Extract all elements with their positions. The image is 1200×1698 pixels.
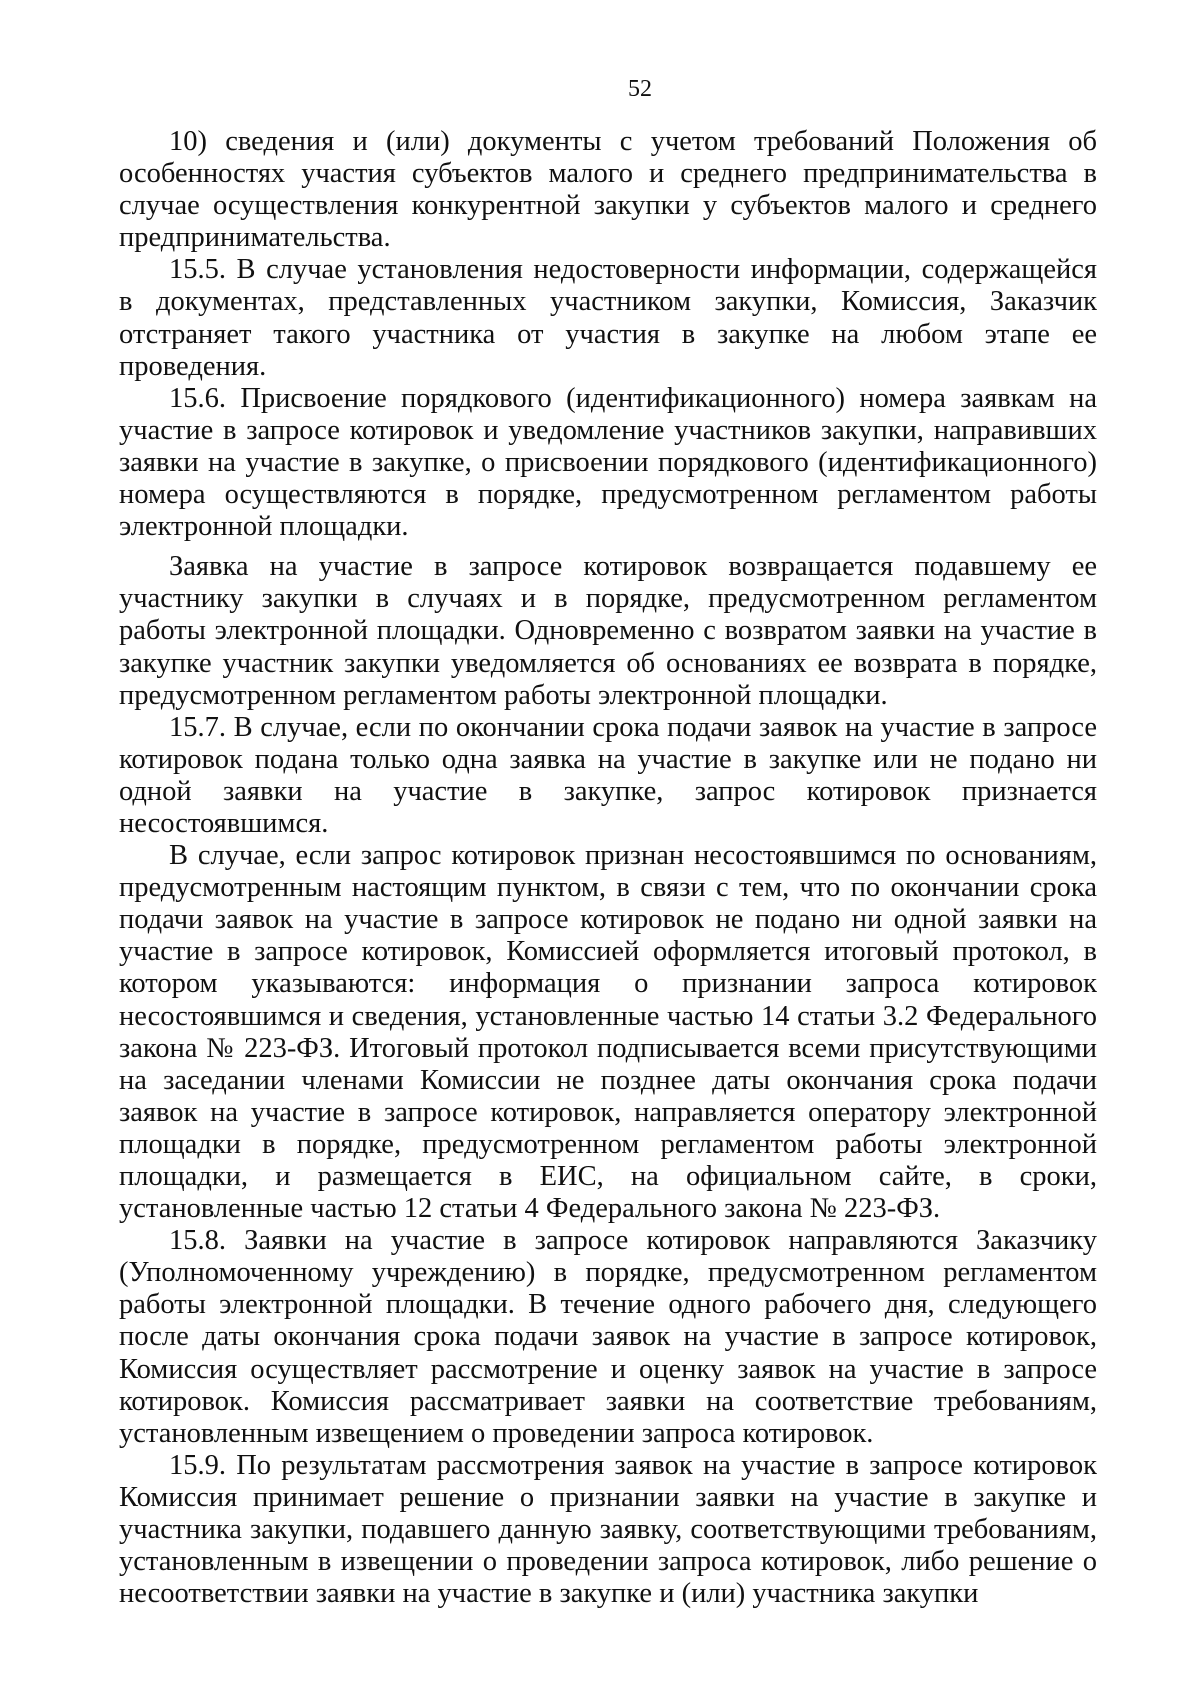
page-number: 52 xyxy=(628,76,652,102)
paragraph-item-10: 10) сведения и (или) документы с учетом требований Положения об особенностях участия субъектов малого и среднего предпринимательства в случае осуществления конкурентной закупки у субъектов малого и среднего предпринимательства. xyxy=(119,126,1097,254)
paragraph-15-8: 15.8. Заявки на участие в запросе котировок направляются Заказчику (Уполномоченному учреждению) в порядке, предусмотренном регламентом работы электронной площадки. В течение одного рабочего дня, следующего после даты окончания срока подачи заявок на участие в запросе котировок, Комиссия осуществляет рассмотрение и оценку заявок на участие в запросе котировок. Комиссия рассматривает заявки на соответствие требованиям, установленным извещением о проведении запроса котировок. xyxy=(119,1225,1097,1449)
paragraph-return-of-application: Заявка на участие в запросе котировок возвращается подавшему ее участнику закупки в случаях и в порядке, предусмотренном регламентом работы электронной площадки. Одновременно с возвратом заявки на участие в закупке участник закупки уведомляется об основаниях ее возврата в порядке, предусмотренном регламентом работы электронной площадки. xyxy=(119,551,1097,711)
paragraph-15-7: 15.7. В случае, если по окончании срока подачи заявок на участие в запросе котировок подана только одна заявка на участие в закупке или не подано ни одной заявки на участие в закупке, запрос котировок признается несостоявшимся. xyxy=(119,711,1097,839)
paragraph-15-5: 15.5. В случае установления недостоверности информации, содержащейся в документах, представленных участником закупки, Комиссия, Заказчик отстраняет такого участника от участия в закупке на любом этапе ее проведения. xyxy=(119,254,1097,382)
paragraph-failed-quotation: В случае, если запрос котировок признан несостоявшимся по основаниям, предусмотренным настоящим пунктом, в связи с тем, что по окончании срока подачи заявок на участие в запросе котировок не подано ни одной заявки на участие в запросе котировок, Комиссией оформляется итоговый протокол, в котором указываются: информация о признании запроса котировок несостоявшимся и сведения, установленные частью 14 статьи 3.2 Федерального закона № 223-ФЗ. Итоговый протокол подписывается всеми присутствующими на заседании членами Комиссии не позднее даты окончания срока подачи заявок на участие в запросе котировок, направляется оператору электронной площадки в порядке, предусмотренном регламентом работы электронной площадки, и размещается в ЕИС, на официальном сайте, в сроки, установленные частью 12 статьи 4 Федерального закона № 223-ФЗ. xyxy=(119,840,1097,1225)
paragraph-15-6: 15.6. Присвоение порядкового (идентификационного) номера заявкам на участие в запросе котировок и уведомление участников закупки, направивших заявки на участие в закупке, о присвоении порядкового (идентификационного) номера осуществляются в порядке, предусмотренном регламентом работы электронной площадки. xyxy=(119,382,1097,543)
paragraph-15-9: 15.9. По результатам рассмотрения заявок на участие в запросе котировок Комиссия принимает решение о признании заявки на участие в закупке и участника закупки, подавшего данную заявку, соответствующими требованиям, установленным в извещении о проведении запроса котировок, либо решение о несоответствии заявки на участие в закупке и (или) участника закупки xyxy=(119,1449,1097,1610)
document-body xyxy=(119,126,1097,1610)
